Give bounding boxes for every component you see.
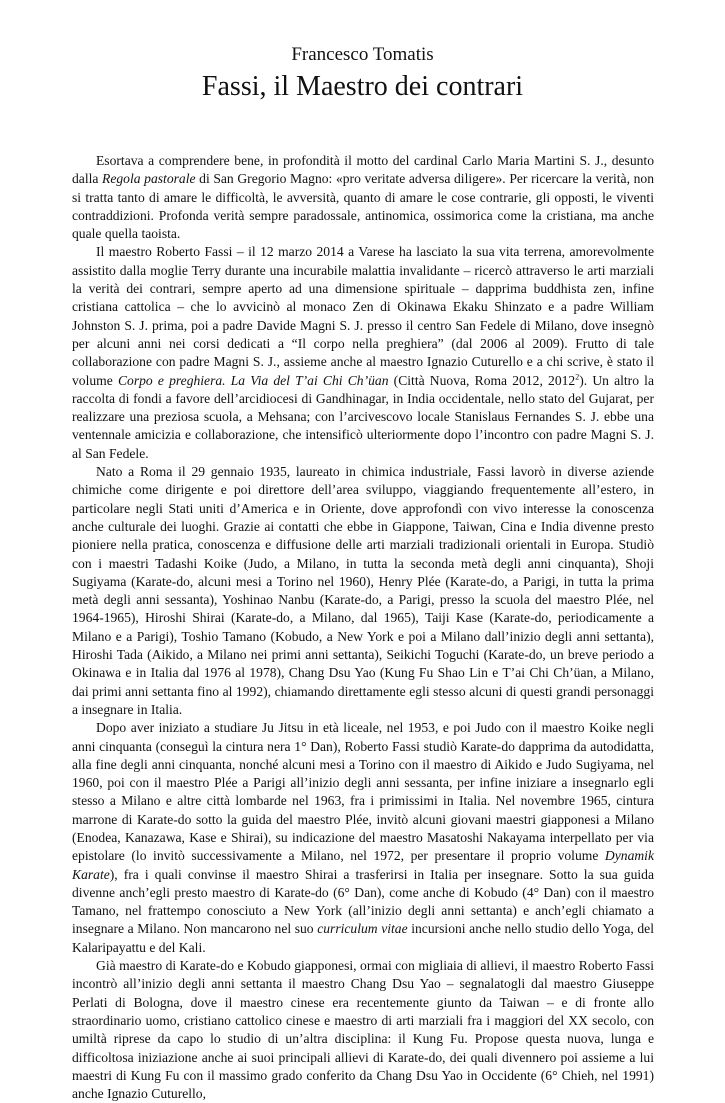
author-name: Francesco Tomatis (291, 44, 434, 65)
document-title: Fassi, il Maestro dei contrari (201, 71, 524, 102)
superscript: 2 (575, 372, 580, 382)
text-run: Nato a Roma il 29 gennaio 1935, laureato in chimica industriale, Fassi lavorò in diverse aziende chimiche come dirigente e poi direttore dell’area sviluppo, viaggiando frequentemente all’estero, in particolare negli Stati uniti d’America e in Oriente, dove approfondì con vivo interesse la conoscenza anche culturale dei luoghi. Grazie ai contatti che ebbe in Giappone, Taiwan, Cina e India divenne presto pioniere nella pratica, conoscenza e diffusione delle arti marziali tradizionali orientali in Europa. Studiò con i maestri Tadashi Koike (Judo, a Milano, in tutta la seconda metà degli anni cinquanta), Shoji Sugiyama (Karate-do, alcuni mesi a Torino nel 1960), Henry Plée (Karate-do, a Parigi, in tutta la prima metà degli anni sessanta), Yoshinao Nanbu (Karate-do, a Parigi, presso la scuola del maestro Plée, nel 1964-1965), Hiroshi Shirai (Karate-do, a Milano, dal 1965), Taiji Kase (Karate-do, periodicamente a Milano e a Parigi), Toshio Tamano (Kobudo, a New York e poi a Milano dall’inizio degli anni settanta), Hiroshi Tada (Aikido, a Milano nei primi anni settanta), Seikichi Toguchi (Karate-do, un breve periodo a Okinawa e in Italia dal 1976 al 1978), Chang Dsu Yao (Kung Fu Shao Lin e T’ai Chi Ch’üan, a Milano, dai primi anni settanta fino al 1992), chiamando direttamente egli stesso alcuni di questi grandi personaggi a insegnare in Italia. (72, 464, 654, 717)
paragraph (72, 719, 654, 957)
paragraph (72, 957, 654, 1103)
text-run: ). Un altro la raccolta di fondi a favore dell’arcidiocesi di Gandhinagar, in India occidentale, nello stato del Gujarat, per realizzare una preziosa scuola, a Mehsana; con l’arcivescovo locale Stanislaus Fernandes S. J. ebbe una ventennale amicizia e collaborazione, che intensificò ulteriormente dopo l’incontro con padre Magni S. J. al San Fedele. (72, 372, 654, 461)
text-run: incursioni anche nello studio dello Yoga, del Kalaripayattu e del Kali. (72, 921, 654, 955)
italic-text: Corpo e preghiera. La Via del T’ai Chi Ch’üan (117, 372, 389, 388)
italic-text: Regola pastorale (102, 171, 196, 187)
text-run: Già maestro di Karate-do e Kobudo giapponesi, ormai con migliaia di allievi, il maestro Roberto Fassi incontrò all’inizio degli anni settanta il maestro Chang Dsu Yao – segnalatogli dal maestro Giuseppe Perlati di Bologna, dove il maestro cinese era recentemente giunto da Taiwan – e di fronte allo straordinario uomo, cristiano cattolico cinese e maestro di arti marziali fra i maggiori del XX secolo, con umiltà riprese da capo lo studio di un’altra disciplina: il Kung Fu. Propose questa nuova, lunga e difficoltosa iniziazione anche ai suoi principali allievi di Karate-do, dei quali divennero poi assieme a lui maestri di Kung Fu con il massimo grado conferito da Chang Dsu Yao in Occidente (6° Chieh, nel 1991) anche Ignazio Cuturello, (72, 958, 654, 1102)
italic-text: Dynamik Karate (72, 848, 654, 882)
text-run: (Città Nuova, Roma 2012, 2012 (388, 372, 576, 388)
text-run: Dopo aver iniziato a studiare Ju Jitsu in età liceale, nel 1953, e poi Judo con il maestro Koike negli anni cinquanta (conseguì la cintura nera 1° Dan), Roberto Fassi studiò Karate-do dapprima da autodidatta, alla fine degli anni cinquanta, nonché alcuni mesi a Torino con il maestro di Aikido e Judo Sugiyama, nel 1960, poi con il maestro Plée a Parigi all’inizio degli anni sessanta, per infine iniziare a insegnarlo egli stesso a Milano e altre città lombarde nel 1963, fra i primissimi in Italia. Nel novembre 1965, cintura marrone di Karate-do sotto la guida del maestro Plée, invitò alcuni giovani maestri giapponesi a Milano (Enodea, Kanazawa, Kase e Shirai), su indicazione del maestro Masatoshi Nakayama interpellato per via epistolare (lo invitò successivamente a Milano, nel 1972, per presentare il proprio volume (72, 720, 654, 864)
text-run: Il maestro Roberto Fassi – il 12 marzo 2014 a Varese ha lasciato la sua vita terrena, amorevolmente assistito dalla moglie Terry durante una incurabile malattia invalidante – ricercò attraverso le arti marziali la verità dei contrari, sempre aperto ad una dimensione spirituale – dapprima buddhista zen, infine cristiana cattolica – che lo avvicinò al monaco Zen di Okinawa Ekaku Shinzato e a padre William Johnston S. J. prima, poi a padre Davide Magni S. J. presso il centro San Fedele di Milano, dove insegnò per alcuni anni nei corsi dedicati a “Il corpo nella preghiera” (dal 2006 al 2009). Frutto di tale collaborazione con padre Magni S. J., assieme anche al maestro Ignazio Cuturello e a chi scrive, è stato il volume (72, 244, 654, 388)
paragraph (72, 463, 654, 719)
text-run: di San Gregorio Magno: «pro veritate adversa diligere». Per ricercare la verità, non si tratta tanto di amare le difficoltà, le avversità, quanto di amare le cose contrarie, gli opposti, le viventi contraddizioni. Profonda verità sempre paradossale, antinomica, ossimorica come la cristiana, ma anche quale quella taoista. (72, 171, 654, 242)
paragraph (72, 243, 654, 463)
article-body (72, 152, 654, 1103)
text-run: Esortava a comprendere bene, in profondità il motto del cardinal Carlo Maria Martini S. J., desunto dalla (72, 153, 654, 187)
text-run: ), fra i quali convinse il maestro Shirai a trasferirsi in Italia per insegnare. Sotto la sua guida divenne anch’egli presto maestro di Karate-do (6° Dan), come anche di Kobudo (4° Dan) con il maestro Tamano, nel frattempo conosciuto a New York (all’inizio degli anni settanta) e anch’egli chiamato a insegnare a Milano. Non mancarono nel suo (72, 866, 654, 937)
paragraph (72, 152, 654, 243)
italic-text: curriculum vitae (317, 921, 408, 937)
